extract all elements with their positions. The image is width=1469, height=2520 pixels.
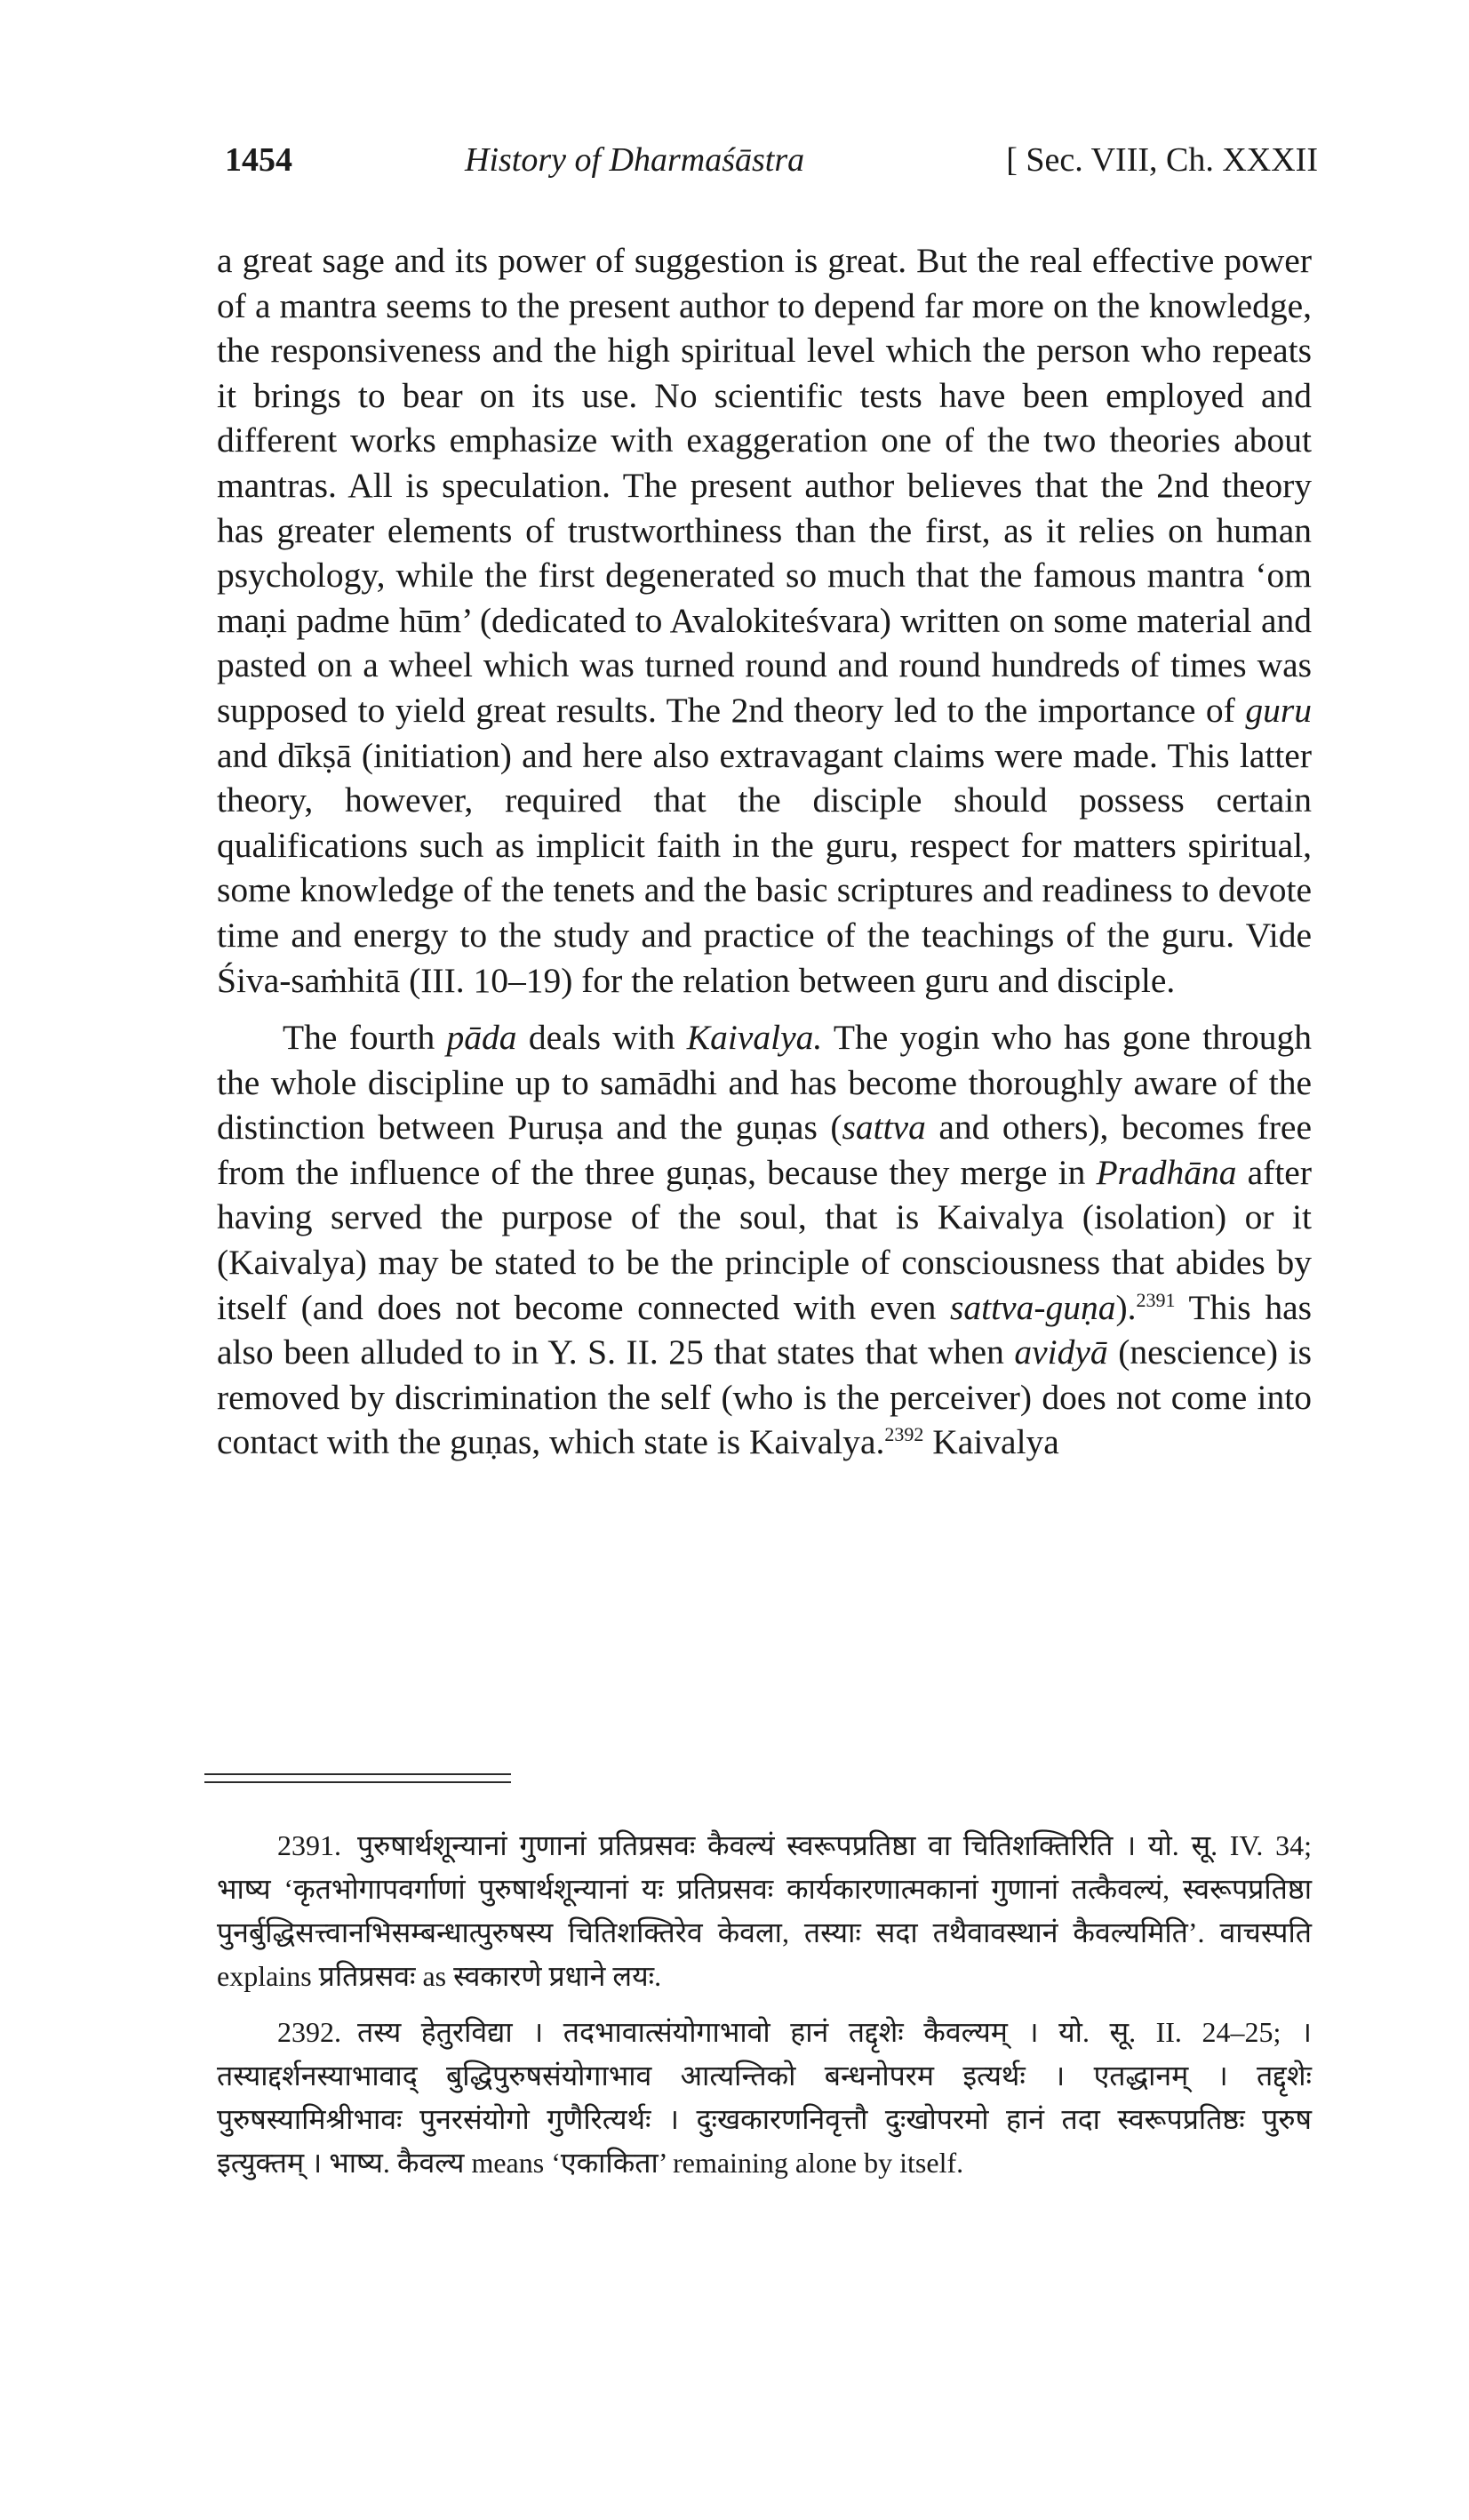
text-run: after having served the purpose of the soul, that is Kaivalya (isolation) or it (Kaivalya) may be stated to be the principle of consciousness that abides by itself (and does not become connected with even [217, 1152, 1312, 1327]
section-reference: [ Sec. VIII, Ch. XXXII [1006, 141, 1318, 179]
footnotes [217, 1824, 1312, 2197]
italic-term: guru [1245, 690, 1312, 730]
text-run: deals with [516, 1018, 687, 1058]
text-run: (nescience) is removed by discrimination the self (who is the perceiver) does not come into contact with the guṇas, which state is Kaivalya. [217, 1332, 1312, 1462]
italic-term: Kaivalya. [686, 1018, 823, 1058]
running-title: History of Dharmaśāstra [465, 141, 805, 179]
italic-term: Pradhāna [1096, 1152, 1237, 1192]
text-run: The fourth [283, 1018, 447, 1058]
footnote-2391 [217, 1824, 1312, 1998]
italic-term: pāda [446, 1018, 517, 1058]
footnote-reference-2391: 2391 [1136, 1288, 1176, 1311]
paragraph-1 [217, 238, 1312, 1003]
footnote-number: 2392. [277, 2016, 341, 2048]
italic-term: sattva [842, 1108, 926, 1148]
italic-term: sattva-guṇa [949, 1287, 1116, 1327]
text-run: and others), becomes free from the influence of the three guṇas, because they merge in [217, 1108, 1312, 1192]
footnote-text: पुरुषार्थशून्यानां गुणानां प्रतिप्रसवः कैवल्यं स्वरूपप्रतिष्ठा वा चितिशक्तिरिति । यो. सू. IV. 34; भाष्य ‘कृतभोगापवर्गाणां पुरुषार्थशून्यानां यः प्रतिप्रसवः कार्यकारणात्मकानां गुणानां तत्कैवल्यं, स्वरूपप्रतिष्ठा पुनर्बुद्धिसत्त्वानभिसम्बन्धात्पुरुषस्य चितिशक्तिरेव केवला, तस्याः सदा तथैवावस्थानं कैवल्यमिति’. वाचस्पति explains प्रतिप्रसवः as स्वकारणे प्रधाने लयः. [217, 1829, 1312, 1992]
text-run: ). [1115, 1287, 1137, 1327]
footnote-text: तस्य हेतुरविद्या । तदभावात्संयोगाभावो हानं तद्दृशेः कैवल्यम् । यो. सू. II. 24–25; । तस्याद्दर्शनस्याभावाद् बुद्धिपुरुषसंयोगाभाव आत्यन्तिको बन्धनोपरम इत्यर्थः । एतद्धानम् । तद्दृशेः पुरुषस्यामिश्रीभावः पुनरसंयोगो गुणैरित्यर्थः । दुःखकारणनिवृत्तौ दुःखोपरमो हानं तदा स्वरूपप्रतिष्ठः पुरुष इत्युक्तम् । भाष्य. कैवल्य means ‘एकाकिता’ remaining alone by itself. [217, 2016, 1312, 2179]
text-run: and dīkṣā (initiation) and here also extravagant claims were made. This latter theory, however, required that the disciple should possess certain qualifications such as implicit faith in the guru, respect for matters spiritual, some knowledge of the tenets and the basic scriptures and readiness to devote time and energy to the study and practice of the teachings of the guru. Vide Śiva-saṁhitā (III. 10–19) for the relation between guru and disciple. [217, 735, 1312, 1000]
main-text [217, 238, 1312, 1465]
italic-term: avidyā [1014, 1332, 1108, 1372]
footnote-2392 [217, 2011, 1312, 2185]
text-run: Kaivalya [923, 1422, 1059, 1462]
page-number: 1454 [225, 141, 292, 179]
text-run: a great sage and its power of suggestion is great. But the real effective power of a mantra seems to the present author to depend far more on the knowledge, the responsiveness and the high spiritual level which the person who repeats it brings to bear on its use. No scientific tests have been employed and different works emphasize with exaggeration one of the two theories about mantras. All is speculation. The present author believes that the 2nd theory has greater elements of trustworthiness than the first, as it relies on human psychology, while the first degenerated so much that the famous mantra ‘om maṇi padme hūm’ (dedicated to Avalokiteśvara) written on some material and pasted on a wheel which was turned round and round hundreds of times was supposed to yield great results. The 2nd theory led to the importance of [217, 241, 1312, 730]
footnote-reference-2392: 2392 [884, 1423, 924, 1446]
footnote-divider [204, 1773, 511, 1775]
text-run: The yogin who has gone through the whole discipline up to samādhi and has become thoroughly aware of the distinction between Puruṣa and the guṇas ( [217, 1018, 1312, 1148]
footnote-divider [204, 1781, 511, 1783]
page-header [225, 140, 1318, 194]
text-run: This has also been alluded to in Y. S. II. 25 that states that when [217, 1287, 1312, 1372]
footnote-number: 2391. [277, 1829, 341, 1861]
paragraph-2 [217, 1015, 1312, 1465]
